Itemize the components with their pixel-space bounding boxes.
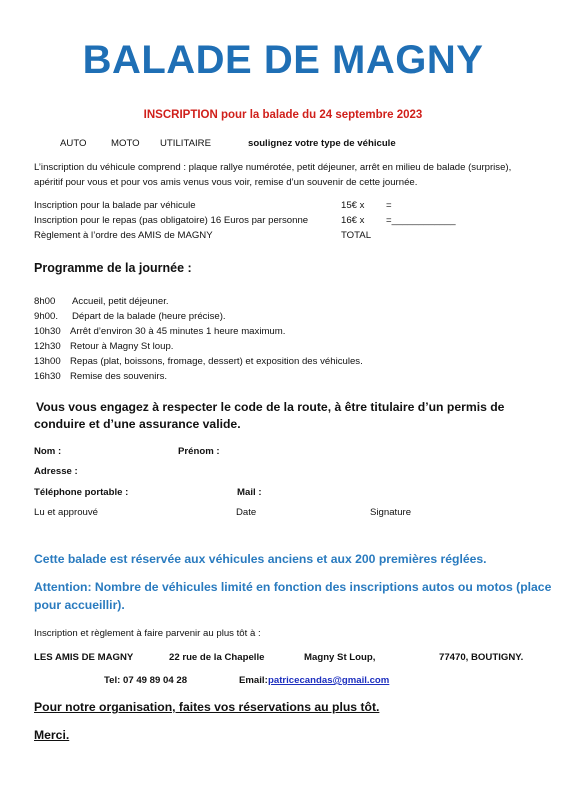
closing-reservation: Pour notre organisation, faites vos réservations au plus tôt. [34, 700, 380, 714]
form-nom-label: Nom : [34, 446, 62, 457]
programme-time: 10h30 [34, 326, 61, 337]
programme-time: 13h00 [34, 356, 61, 367]
programme-time: 12h30 [34, 341, 61, 352]
send-to-text: Inscription et règlement à faire parvenir au plus tôt à : [34, 628, 261, 639]
vehicle-type-auto: AUTO [60, 138, 87, 149]
intro-text-line1: L’inscription du véhicule comprend : plaque rallye numérotée, petit déjeuner, arrêt en milieu de balade (surprise), [34, 162, 512, 173]
contact-tel: Tel: 07 49 89 04 28 [104, 675, 188, 686]
vehicle-type-utilitaire: UTILITAIRE [160, 138, 211, 149]
fee-total: = [386, 200, 392, 211]
form-date-label: Date [236, 507, 257, 518]
form-adresse-label: Adresse : [34, 466, 78, 477]
form-lu-approuve: Lu et approuvé [34, 507, 99, 518]
address-postcode: 77470, BOUTIGNY. [439, 652, 524, 663]
fee-label: Inscription pour le repas (pas obligatoire) 16 Euros par personne [34, 215, 309, 226]
fee-label: Inscription pour la balade par véhicule [34, 200, 196, 211]
fee-price: 16€ x [341, 215, 365, 226]
form-prenom-label: Prénom : [178, 446, 220, 457]
vehicle-type-moto: MOTO [111, 138, 140, 149]
contact-email-link[interactable]: patricecandas@gmail.com [268, 675, 390, 686]
address-street: 22 rue de la Chapelle [169, 652, 265, 663]
programme-time: 8h00 [34, 296, 56, 307]
notice-vehicles: Cette balade est réservée aux véhicules anciens et aux 200 premières réglées. [34, 552, 487, 566]
fee-total: =____________ [386, 215, 456, 226]
programme-desc: Remise des souvenirs. [70, 371, 168, 382]
page-title: BALADE DE MAGNY [82, 38, 484, 82]
programme-desc: Départ de la balade (heure précise). [72, 311, 226, 322]
programme-desc: Retour à Magny St loup. [70, 341, 174, 352]
form-signature-label: Signature [370, 507, 412, 518]
notice-attention-line1: Attention: Nombre de véhicules limité en fonction des inscriptions autos ou motos (place [34, 580, 552, 594]
programme-heading: Programme de la journée : [34, 261, 192, 275]
engagement-line2: conduire et d’une assurance valide. [34, 417, 241, 431]
engagement-line1: Vous vous engagez à respecter le code de la route, à être titulaire d’un permis de [36, 400, 505, 414]
programme-desc: Accueil, petit déjeuner. [72, 296, 169, 307]
form-mail-label: Mail : [237, 487, 262, 498]
closing-thanks: Merci. [34, 728, 70, 742]
programme-time: 16h30 [34, 371, 61, 382]
fee-price: TOTAL [341, 230, 372, 241]
notice-attention-line2: pour accueillir). [34, 598, 125, 612]
fee-label: Règlement à l’ordre des AMIS de MAGNY [34, 230, 213, 241]
address-org: LES AMIS DE MAGNY [34, 652, 134, 663]
contact-email-label: Email: [239, 675, 268, 686]
form-telephone-label: Téléphone portable : [34, 487, 129, 498]
programme-time: 9h00. [34, 311, 59, 322]
programme-desc: Arrêt d’environ 30 à 45 minutes 1 heure maximum. [70, 326, 286, 337]
registration-subtitle: INSCRIPTION pour la balade du 24 septembre 2023 [143, 109, 423, 121]
address-town: Magny St Loup, [304, 652, 376, 663]
programme-desc: Repas (plat, boissons, fromage, dessert) et exposition des véhicules. [70, 356, 363, 367]
fee-price: 15€ x [341, 200, 365, 211]
vehicle-type-instruction: soulignez votre type de véhicule [248, 138, 396, 149]
intro-text-line2: apéritif pour vous et pour vos amis venus vous voir, remise d’un souvenir de cette journée. [34, 177, 418, 188]
